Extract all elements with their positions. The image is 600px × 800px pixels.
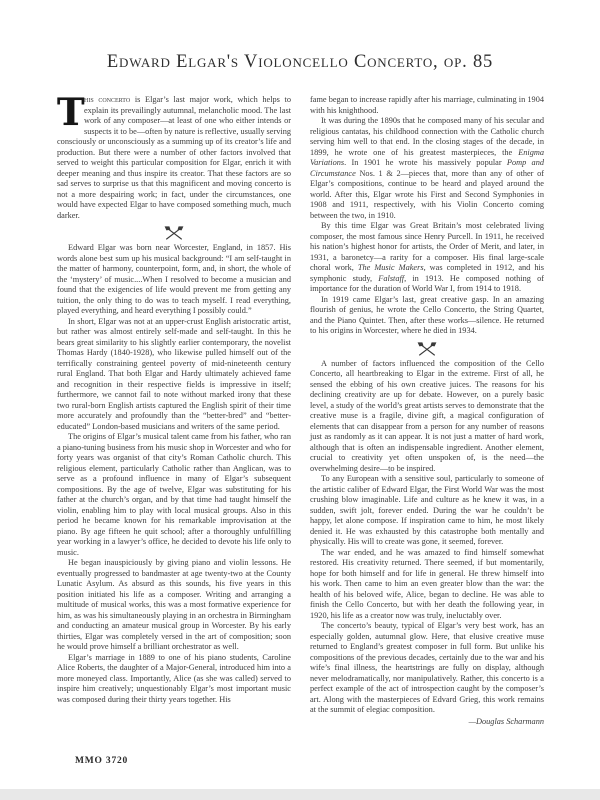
- paragraph: In short, Elgar was not at an upper-crust English aristocratic artist, but rather was almost entirely self-made and self-taught. In this he bears great similarity to his slightly earlier contemporary, the novelist Thomas Hardy (1840-1928), who likewise pulled himself out of the terrifically constraining genteel poverty of mid-nineteenth century rural England. That both Elgar and Hardy ultimately achieved fame and recognition in their respective fields is impressive in itself; furthermore, we cannot fail to note without marked irony that these two rural-born English artists captured the English spirit of their time more accurately and profoundly than the “better-bred” and “better-educated” London-based musicians and writers of the same period.: [57, 316, 291, 431]
- paragraph: In 1919 came Elgar’s last, great creative gasp. In an amazing flourish of genius, he wrote the Cello Concerto, the String Quartet, and the Piano Quintet. Then, after these works—silence. He returned to his origins in Worcester, where he died in 1934.: [310, 294, 544, 335]
- paragraph: The origins of Elgar’s musical talent came from his father, who ran a piano-tuning business from his music shop in Worcester and who for forty years was organist of that city’s Roman Catholic church. This religious element, particularly Catholic rather than Anglican, was to serve as a profound influence in many of Elgar’s subsequent compositions. By the age of twelve, Elgar was substituting for his father at the church’s organ, and by that time had taught himself the violin, enabling him to play with local musical groups. Also in this period he became known for his remarkable improvisation at the piano. By age fifteen he quit school; after a thoroughly unfulfilling year working in a lawyer’s office, he decided to devote his life only to music.: [57, 432, 291, 557]
- paragraph: To any European with a sensitive soul, particularly to someone of the artistic caliber of Edward Elgar, the First World War was the most crushing blow imaginable. Life and culture as he knew it was, in a sudden, swift jolt, forever ended. During the war he couldn’t be happy, let alone compose. If inspiration came to him, he most likely denied it. He was exhausted by this catastrophe both mentally and physically. His will to create was gone, it seemed, forever.: [310, 474, 544, 546]
- page-title: Edward Elgar's Violoncello Concerto, op. 85: [106, 52, 494, 72]
- column-left: [57, 90, 291, 727]
- paragraph: It was during the 1890s that he composed many of his secular and religious cantatas, his childhood connection with the Catholic church serving him well to that end. In the closing stages of the decade, in 1899, he wrote one of his greatest masterpieces, the Enigma Variations. In 1901 he wrote his massively popular Pomp and Circumstance Nos. 1 & 2—pieces that, more than any of other of Elgar’s compositions, continue to be heard and played around the world. After this, Elgar wrote his First and Second Symphonies in 1908 and 1911, respectively, with his Violin Concerto coming between the two, in 1910.: [310, 116, 544, 220]
- author-byline: —Douglas Scharmann: [468, 716, 544, 726]
- paragraph: Edward Elgar was born near Worcester, England, in 1857. His words alone best sum up his musical background: “I am self-taught in the matter of harmony, counterpoint, form, and, in short, the whole of the ‘mystery’ of music....When I resolved to become a musician and found that the exigencies of life would prevent me from getting any tuition, the only thing to do was to teach myself. I read everything, played everything, and heard everything I possibly could.”: [57, 243, 291, 315]
- paragraph: This concerto is Elgar’s last major work, which helps to explain its prevailingly autumnal, melancholic mood. The last work of any composer—at least of one who either intends or suspects it to be—often by nature is reflective, usually serving consciously or unconsciously as a summing up of its creator’s life and production. But there were a number of other factors involved that served to weight this particular composition for Elgar, enrich it with deeper meaning and thus inspire its creator. That these factors are so sad serves to surprise us that this magnificent and moving concerto is not a more despairing work; in fact, under the circumstances, one would have expected Elgar to have composed something much, much darker.: [57, 90, 291, 220]
- paragraph: A number of factors influenced the composition of the Cello Concerto, all heartbreaking to Elgar in the extreme. First of all, he sensed the ebbing of his own creative juices. The reasons for his declining creativity are up for debate. However, on a purely basic level, a study of the world’s great artists serves to demonstrate that the creative muse is a fragile, divine gift, a magical configuration of elements that can disappear from a person for any number of reasons just as randomly as it can appear. It is not just a matter of hard work, although that is often an indispensable ingredient. Another element, crucial to creativity yet often unspoken of, is the need—the overwhelming desire—to be inspired.: [310, 358, 544, 473]
- column-right: [310, 95, 544, 727]
- paragraph: Elgar’s marriage in 1889 to one of his piano students, Caroline Alice Roberts, the daughter of a Major-General, introduced him into a more moneyed class. Importantly, Alice (as she was called) served to inspire him creatively; unquestionably Elgar’s most important music was composed during their thirty years together. His: [57, 652, 291, 704]
- article-body: [57, 90, 544, 727]
- ornate-drop-cap: T: [57, 90, 85, 134]
- paragraph: The concerto’s beauty, typical of Elgar’s very best work, has an especially golden, autumnal glow. Here, that elusive creative muse returned to England’s greatest composer in full form. But unlike his compositions of the previous decades, certainly due to the war and his wife’s final illness, the heartstrings are fully on display, although never melodramatically, nor manipulatively. Rather, this concerto is a perfect example of the act of introspection caught by the composer’s art. Along with the masterpieces of Edvard Grieg, this work remains at the summit of elegiac composition.: [310, 621, 544, 714]
- crossed-blades-icon: [417, 342, 437, 356]
- page-bottom-edge: [0, 789, 600, 800]
- section-divider: [310, 342, 544, 356]
- catalog-number: MMO 3720: [75, 756, 129, 766]
- paragraph: By this time Elgar was Great Britain’s most celebrated living composer, the most famous since Henry Purcell. In 1911, he received his nation’s highest honor for artists, the Order of Merit, and later, in 1931, a baronetcy—a rarity for a composer. His final large-scale choral work, The Music Makers, was completed in 1912, and his symphonic study, Falstaff, in 1913. He composed nothing of importance for the duration of World War I, from 1914 to 1918.: [310, 221, 544, 293]
- paragraph: fame began to increase rapidly after his marriage, culminating in 1904 with his knighthood.: [310, 95, 544, 115]
- section-divider: [57, 226, 291, 240]
- small-caps-lead: his concerto: [84, 95, 131, 104]
- paragraph: He began inauspiciously by giving piano and violin lessons. He eventually progressed to bandmaster at age twenty-two at the County Lunatic Asylum. As absurd as this sounds, his five years in this position initiated his life as a composer. Writing and arranging a multitude of musical works, this was a most formative experience for him, as was his simultaneously playing in an orchestra in Birmingham and conducting an amateur musical group in Worcester. By his early thirties, Elgar was completely versed in the art of composition; soon he would prove himself a brilliant orchestrator as well.: [57, 558, 291, 651]
- crossed-blades-icon: [164, 226, 184, 240]
- paragraph: The war ended, and he was amazed to find himself somewhat restored. His creativity returned. There seemed, if but momentarily, hope for both himself and for life in general. He threw himself into his work. Then came to him an even greater blow than the war: the health of his beloved wife, Alice, began to decline. He was able to finish the Cello Concerto, but with her death the following year, in 1920, his life as a creator now was truly, ineluctably over.: [310, 547, 544, 620]
